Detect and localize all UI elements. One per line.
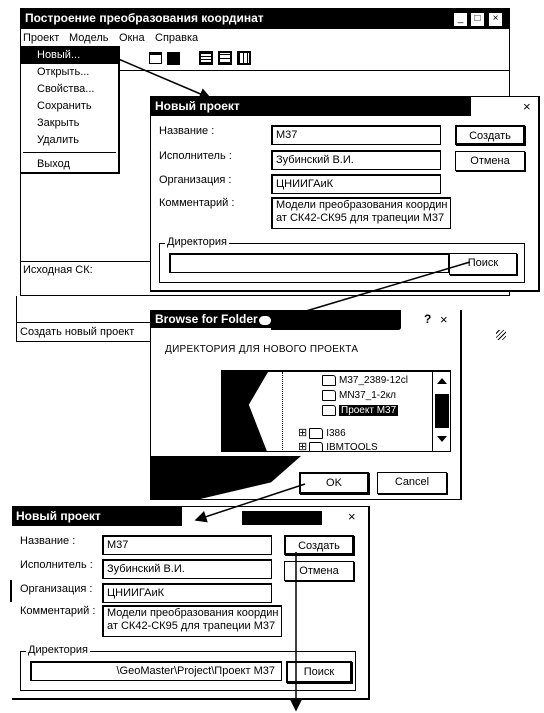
dialog2-comment-field[interactable]: Модели преобразования координ ат СК42-СК95 для трапеции М37	[102, 605, 282, 637]
dialog1-name-label: Название :	[159, 125, 215, 137]
dialog1-close-icon[interactable]: ×	[523, 99, 531, 114]
browse-help-icon[interactable]: ?	[424, 312, 432, 326]
dialog1-org-field[interactable]: ЦНИИГАиК	[271, 174, 441, 194]
dialog1-org-label: Организация :	[159, 174, 232, 186]
dialog2-name-label: Название :	[20, 535, 76, 547]
expand-icon[interactable]: ⊞	[298, 427, 308, 439]
dialog2-author-field[interactable]: Зубинский В.И.	[102, 559, 272, 579]
menu-model[interactable]: Модель	[69, 32, 109, 44]
dialog1-author-label: Исполнитель :	[159, 150, 232, 162]
browse-cancel-button[interactable]: Cancel	[377, 472, 447, 494]
dialog1-name-field[interactable]: М37	[271, 125, 441, 145]
dialog2-author-label: Исполнитель :	[20, 559, 93, 571]
dialog1-directory-label: Директория	[167, 236, 228, 248]
menu-windows[interactable]: Окна	[119, 32, 145, 44]
dialog2-directory-value: \GeoMaster\Project\Проект М37	[116, 665, 275, 677]
minimize-icon[interactable]: _	[453, 12, 468, 27]
tree-item-selected[interactable]: Проект М37	[322, 404, 398, 418]
tree-item[interactable]: ⊞ I386	[298, 427, 346, 439]
dialog2-create-button[interactable]: Создать	[284, 535, 354, 555]
browse-ok-label: OK	[326, 477, 342, 489]
menu-item-close[interactable]: Закрыть	[37, 117, 80, 129]
tree-item[interactable]: ⊞ IBMTOOLS	[298, 441, 378, 452]
close-icon[interactable]: ×	[488, 12, 503, 27]
browse-close-icon[interactable]: ×	[440, 312, 448, 327]
menu-item-exit[interactable]: Выход	[37, 158, 70, 170]
dialog2-title: Новый проект	[16, 509, 101, 523]
expand-icon[interactable]: ⊞	[298, 441, 308, 452]
menu-project[interactable]: Проект	[23, 32, 60, 44]
maximize-icon[interactable]: □	[470, 12, 485, 27]
menu-item-save[interactable]: Сохранить	[37, 100, 92, 112]
dialog2-org-field[interactable]: ЦНИИГАиК	[102, 583, 272, 603]
dialog2-org-label: Организация :	[20, 583, 93, 595]
menu-item-properties[interactable]: Свойства...	[37, 83, 95, 95]
arrow-new-to-dialog	[116, 58, 210, 98]
dialog2-cancel-button[interactable]: Отмена	[284, 561, 354, 581]
dialog1-browse-button[interactable]: Поиск	[449, 253, 517, 275]
tree-item[interactable]: М37_2389-12cl	[322, 374, 408, 388]
dialog1-comment-field[interactable]: Модели преобразования координ ат СК42-СК95 для трапеции М37	[271, 197, 451, 229]
dialog2-close-icon[interactable]: ×	[348, 509, 356, 524]
dialog1-cancel-button[interactable]: Отмена	[455, 151, 525, 171]
tree-item[interactable]: MN37_1-2кл	[322, 389, 396, 403]
dialog1-author-field[interactable]: Зубинский В.И.	[271, 150, 441, 170]
menu-item-new[interactable]: Новый...	[21, 47, 118, 64]
source-cs-label: Исходная СК:	[23, 264, 93, 276]
dialog1-comment-label: Комментарий :	[159, 197, 235, 209]
dialog1-title: Новый проект	[155, 99, 240, 113]
dialog2-comment-label: Комментарий :	[20, 605, 96, 617]
dialog1-create-button[interactable]: Создать	[455, 125, 525, 145]
dialog2-directory-label: Директория	[28, 644, 89, 656]
browse-title: Browse for Folder	[155, 312, 258, 326]
main-window-title: Построение преобразования координат	[25, 11, 264, 25]
menu-item-delete[interactable]: Удалить	[37, 134, 79, 146]
status-text: Создать новый проект	[20, 326, 135, 338]
browse-prompt: ДИРЕКТОРИЯ ДЛЯ НОВОГО ПРОЕКТА	[165, 344, 359, 355]
menu-item-open[interactable]: Открыть...	[37, 66, 90, 78]
dialog2-browse-button[interactable]: Поиск	[286, 661, 352, 683]
dialog2-name-field[interactable]: М37	[102, 535, 272, 555]
arrow-browse-to-folder	[276, 262, 470, 320]
menu-help[interactable]: Справка	[155, 32, 199, 44]
arrow-ok-to-dialog2	[196, 484, 305, 520]
